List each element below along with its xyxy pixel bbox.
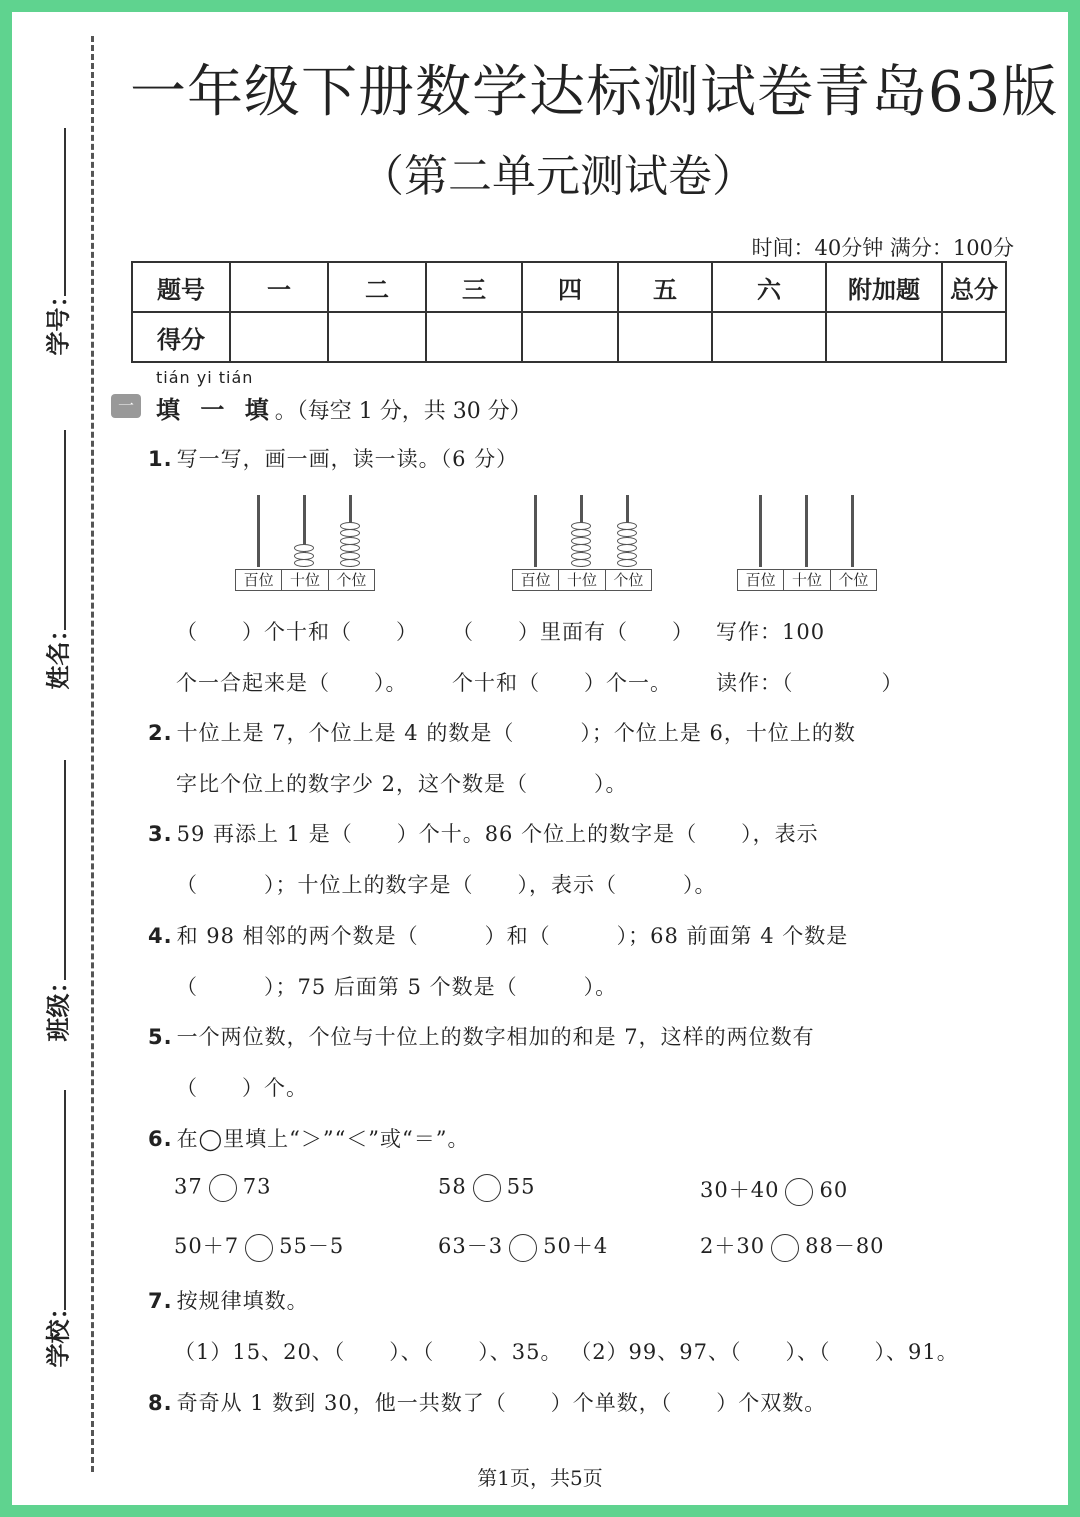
compare-item [700, 1174, 848, 1206]
section-number-badge: 一 [111, 394, 141, 418]
abacus-base [235, 569, 375, 591]
class-line [64, 760, 66, 980]
question-8[interactable] [148, 1387, 826, 1417]
abacus-bead [617, 544, 637, 552]
score-table [131, 261, 1007, 363]
question-2[interactable] [148, 717, 856, 747]
compare-item [438, 1230, 608, 1262]
question-4-line2[interactable]: （ ）；75 后面第 5 个数是（ ）。 [176, 975, 618, 999]
question-number: 1. [148, 447, 173, 471]
compare-item [700, 1230, 885, 1262]
binding-dashed-line [91, 36, 94, 1472]
abacus-label: 十位 [559, 570, 605, 590]
school-line [64, 1090, 66, 1310]
score-cell[interactable] [618, 312, 712, 362]
q1-answer-b-line1[interactable]: （ ）里面有（ ） [452, 620, 694, 644]
abacus-rod-hundreds [534, 495, 537, 567]
score-cell[interactable] [712, 312, 826, 362]
compare-right: 73 [242, 1174, 272, 1199]
score-header-cell: 六 [712, 262, 826, 312]
question-text: 写一写，画一画，读一读。（6 分） [176, 447, 519, 471]
compare-circle[interactable] [785, 1178, 813, 1206]
question-3[interactable] [148, 818, 819, 848]
question-2-line2[interactable]: 字比个位上的数字少 2，这个数是（ ）。 [176, 772, 628, 796]
compare-circle[interactable] [209, 1174, 237, 1202]
time-and-score-info: 时间：40分钟 满分：100分 [751, 236, 1014, 260]
student-id-line [64, 128, 66, 296]
compare-right: 88－80 [805, 1234, 885, 1258]
abacus-bead [340, 537, 360, 545]
score-header-cell: 附加题 [826, 262, 942, 312]
abacus-bead [571, 552, 591, 560]
name-line [64, 430, 66, 630]
abacus-bead [294, 559, 314, 567]
abacus-label: 个位 [613, 571, 644, 589]
abacus-1 [235, 495, 375, 591]
question-number: 5. [148, 1025, 173, 1049]
abacus-bead [571, 537, 591, 545]
question-text: 奇奇从 1 数到 30，他一共数了（ ）个单数，（ ）个双数。 [176, 1391, 827, 1415]
question-7-sequences[interactable]: （1）15、20、（ ）、（ ）、35。 （2）99、97、（ ）、（ ）、91。 [174, 1340, 959, 1364]
abacus-bead [340, 552, 360, 560]
score-table-score-row [132, 312, 1006, 362]
abacus-label: 百位 [738, 570, 784, 590]
compare-left: 30＋40 [700, 1178, 780, 1202]
question-5 [148, 1021, 815, 1051]
question-text: 十位上是 7，个位上是 4 的数是（ ）；个位上是 6，十位上的数 [176, 721, 856, 745]
name-label: 姓名： [43, 617, 73, 690]
abacus-bead [617, 522, 637, 530]
question-number: 3. [148, 822, 173, 846]
score-cell[interactable] [522, 312, 618, 362]
abacus-label: 十位 [282, 570, 328, 590]
question-number: 4. [148, 924, 173, 948]
abacus-bead [340, 544, 360, 552]
abacus-base [737, 569, 877, 591]
q1-answer-c-line1: 写作：100 [716, 620, 826, 644]
question-text: 在◯里填上“＞”“＜”或“＝”。 [176, 1127, 470, 1151]
abacus-base [512, 569, 652, 591]
abacus-bead [571, 544, 591, 552]
student-id-label: 学号： [43, 283, 73, 356]
class-label: 班级： [43, 969, 73, 1042]
question-text: 59 再添上 1 是（ ）个十。86 个位上的数字是（ ），表示 [176, 822, 819, 846]
compare-left: 37 [174, 1174, 203, 1199]
score-header-cell: 三 [426, 262, 522, 312]
score-cell[interactable] [328, 312, 426, 362]
section-title: 填 一 填 [156, 395, 275, 424]
section-heading [156, 390, 532, 425]
compare-right: 60 [819, 1178, 849, 1202]
question-number: 6. [148, 1127, 173, 1151]
page-title: 一年级下册数学达标测试卷青岛63版 [130, 60, 1059, 125]
q1-answer-a-line1[interactable]: （ ）个十和（ ） [176, 620, 418, 644]
abacus-3 [737, 495, 877, 591]
abacus-bead [340, 522, 360, 530]
score-header-cell: 二 [328, 262, 426, 312]
abacus-label: 个位 [838, 571, 869, 589]
abacus-bead [340, 559, 360, 567]
question-5-line2[interactable]: （ ）个。 [176, 1076, 308, 1100]
abacus-label: 百位 [513, 570, 559, 590]
question-text: 一个两位数，个位与十位上的数字相加的和是 7，这样的两位数有 [176, 1025, 815, 1049]
score-header-cell: 题号 [132, 262, 230, 312]
section-pinyin: tián yi tián [156, 368, 254, 387]
page-subtitle: （第二单元测试卷） [360, 151, 756, 202]
score-header-cell: 一 [230, 262, 328, 312]
abacus-2 [512, 495, 652, 591]
score-header-cell: 四 [522, 262, 618, 312]
compare-circle[interactable] [771, 1234, 799, 1262]
compare-right: 50＋4 [543, 1234, 609, 1258]
abacus-bead [294, 552, 314, 560]
abacus-label: 十位 [784, 570, 830, 590]
abacus-rod-ones [851, 495, 854, 567]
score-header-cell: 总分 [942, 262, 1006, 312]
question-number: 7. [148, 1289, 173, 1313]
compare-left: 63－3 [438, 1234, 504, 1258]
abacus-bead [571, 522, 591, 530]
question-text: 按规律填数。 [176, 1289, 309, 1313]
score-cell[interactable] [426, 312, 522, 362]
compare-item [438, 1174, 535, 1202]
section-note: 。（每空 1 分，共 30 分） [274, 399, 532, 424]
question-4[interactable] [148, 920, 848, 950]
question-6 [148, 1123, 470, 1153]
q1-answer-c-line2[interactable]: 读作：（ ） [716, 671, 904, 695]
compare-circle[interactable] [245, 1234, 273, 1262]
question-1 [148, 443, 518, 473]
school-label: 学校： [43, 1295, 73, 1368]
compare-item [174, 1174, 271, 1202]
compare-right: 55 [506, 1174, 536, 1199]
compare-item [174, 1230, 344, 1262]
abacus-label: 个位 [336, 571, 367, 589]
score-header-cell: 五 [618, 262, 712, 312]
abacus-rod-hundreds [257, 495, 260, 567]
q1-answer-a-line2[interactable]: 个一合起来是（ ）。 [176, 671, 408, 695]
question-text: 和 98 相邻的两个数是（ ）和（ ）；68 前面第 4 个数是 [176, 924, 849, 948]
abacus-bead [617, 559, 637, 567]
abacus-rod-tens [805, 495, 808, 567]
compare-left: 50＋7 [174, 1234, 240, 1258]
score-cell[interactable] [826, 312, 942, 362]
abacus-bead [617, 552, 637, 560]
abacus-label: 百位 [236, 570, 282, 590]
question-number: 2. [148, 721, 173, 745]
abacus-bead [571, 559, 591, 567]
abacus-bead [617, 529, 637, 537]
compare-circle[interactable] [509, 1234, 537, 1262]
abacus-bead [571, 529, 591, 537]
question-number: 8. [148, 1391, 173, 1415]
page-footer: 第1页，共5页 [477, 1466, 603, 1490]
score-cell[interactable] [942, 312, 1006, 362]
abacus-rod-hundreds [759, 495, 762, 567]
question-3-line2[interactable]: （ ）；十位上的数字是（ ），表示（ ）。 [176, 873, 717, 897]
score-cell[interactable] [230, 312, 328, 362]
score-table-header-row [132, 262, 1006, 312]
question-7 [148, 1285, 309, 1315]
score-row-label: 得分 [132, 312, 230, 362]
q1-answer-b-line2[interactable]: 个十和（ ）个一。 [452, 671, 672, 695]
compare-circle[interactable] [473, 1174, 501, 1202]
abacus-bead [617, 537, 637, 545]
abacus-bead [340, 529, 360, 537]
abacus-bead [294, 544, 314, 552]
compare-left: 2＋30 [700, 1234, 766, 1258]
compare-left: 58 [438, 1174, 467, 1199]
compare-right: 55－5 [279, 1234, 345, 1258]
